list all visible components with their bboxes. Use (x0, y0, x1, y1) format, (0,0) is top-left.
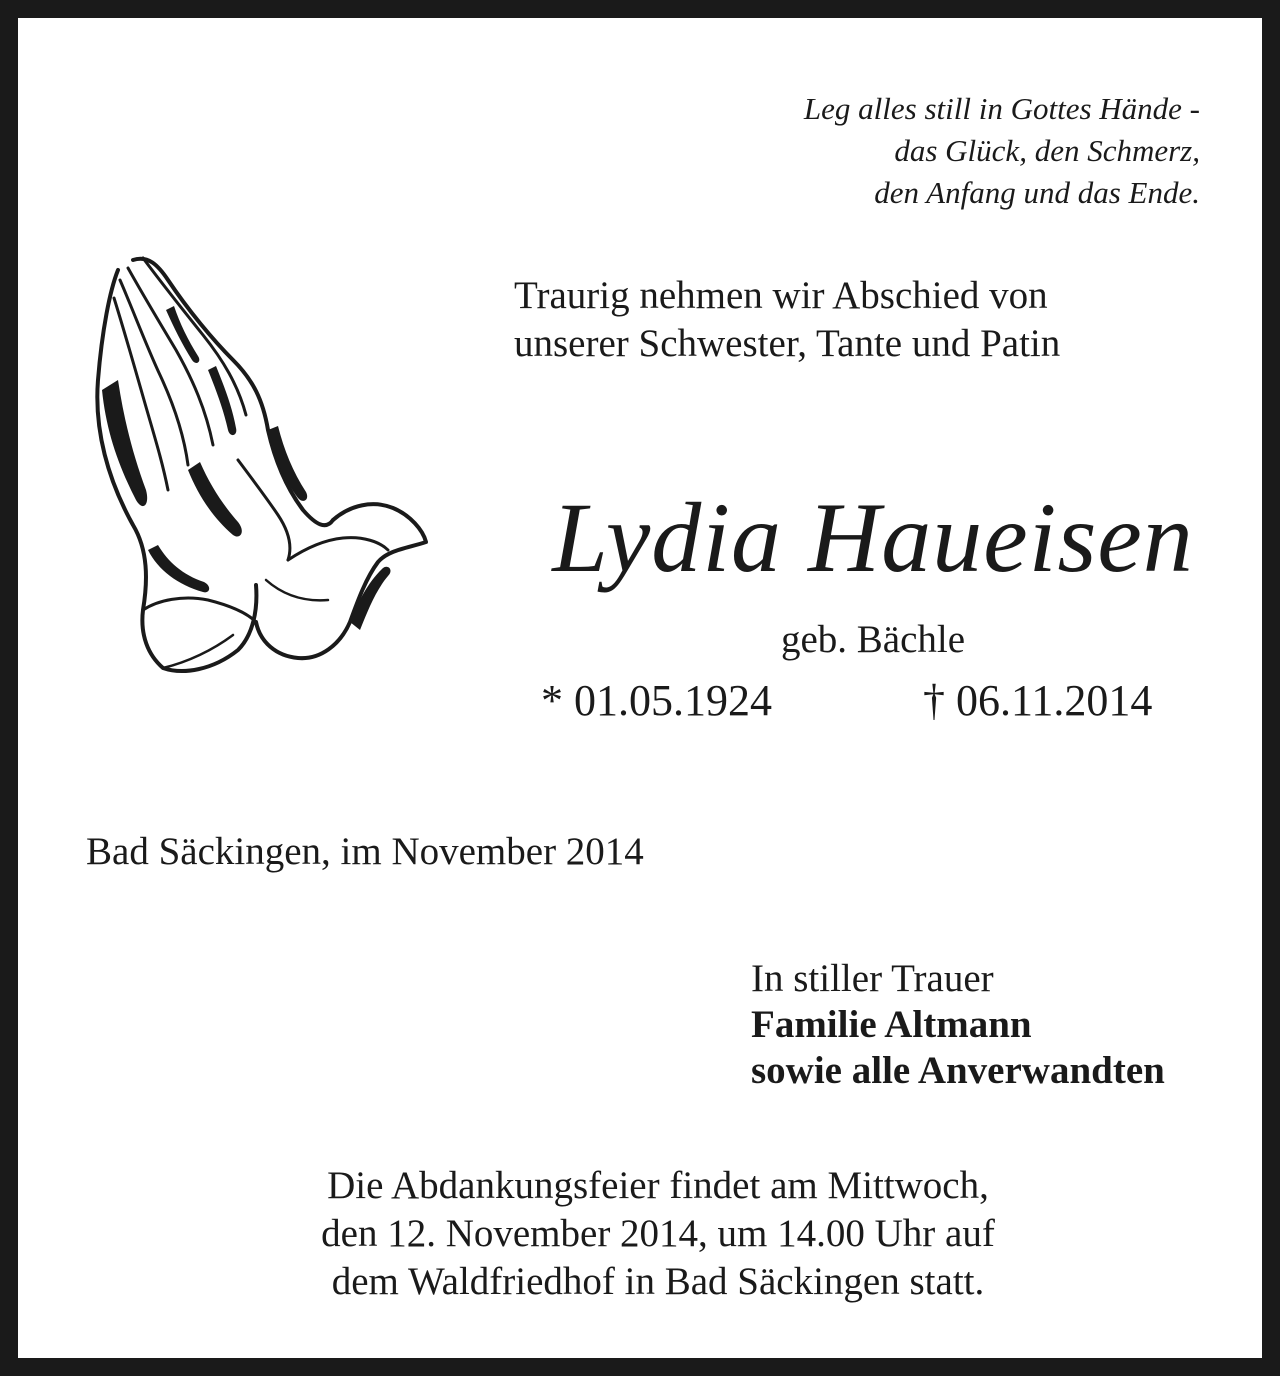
maiden-name: geb. Bächle (780, 618, 966, 661)
motto-verse (600, 88, 1200, 214)
intro-line-1: Traurig nehmen wir Abschied von (514, 274, 1048, 317)
ceremony-line-2: den 12. November 2014, um 14.00 Uhr auf (321, 1212, 995, 1255)
mourners-line-2: Familie Altmann (751, 1003, 1032, 1046)
ceremony-line-3: dem Waldfriedhof in Bad Säckingen statt. (331, 1260, 985, 1303)
motto-line-3: den Anfang und das Ende. (874, 175, 1200, 210)
mourners-line-1: In stiller Trauer (751, 957, 994, 1000)
ceremony-line-1: Die Abdankungsfeier findet am Mittwoch, (327, 1164, 989, 1207)
deceased-name: Lydia Haueisen (552, 482, 1194, 593)
ceremony-info (138, 1162, 1178, 1306)
birth-date: * 01.05.1924 (541, 676, 772, 725)
praying-hands-icon (88, 250, 433, 680)
motto-line-1: Leg alles still in Gottes Hände - (803, 91, 1200, 126)
place-and-date: Bad Säckingen, im November 2014 (86, 830, 644, 873)
death-date: † 06.11.2014 (923, 676, 1153, 725)
intro-text (514, 272, 1214, 368)
intro-line-2: unserer Schwester, Tante und Patin (514, 322, 1061, 365)
mourners-line-3: sowie alle Anverwandten (751, 1049, 1165, 1092)
motto-line-2: das Glück, den Schmerz, (894, 133, 1200, 168)
mourners-signature (751, 956, 1271, 1094)
